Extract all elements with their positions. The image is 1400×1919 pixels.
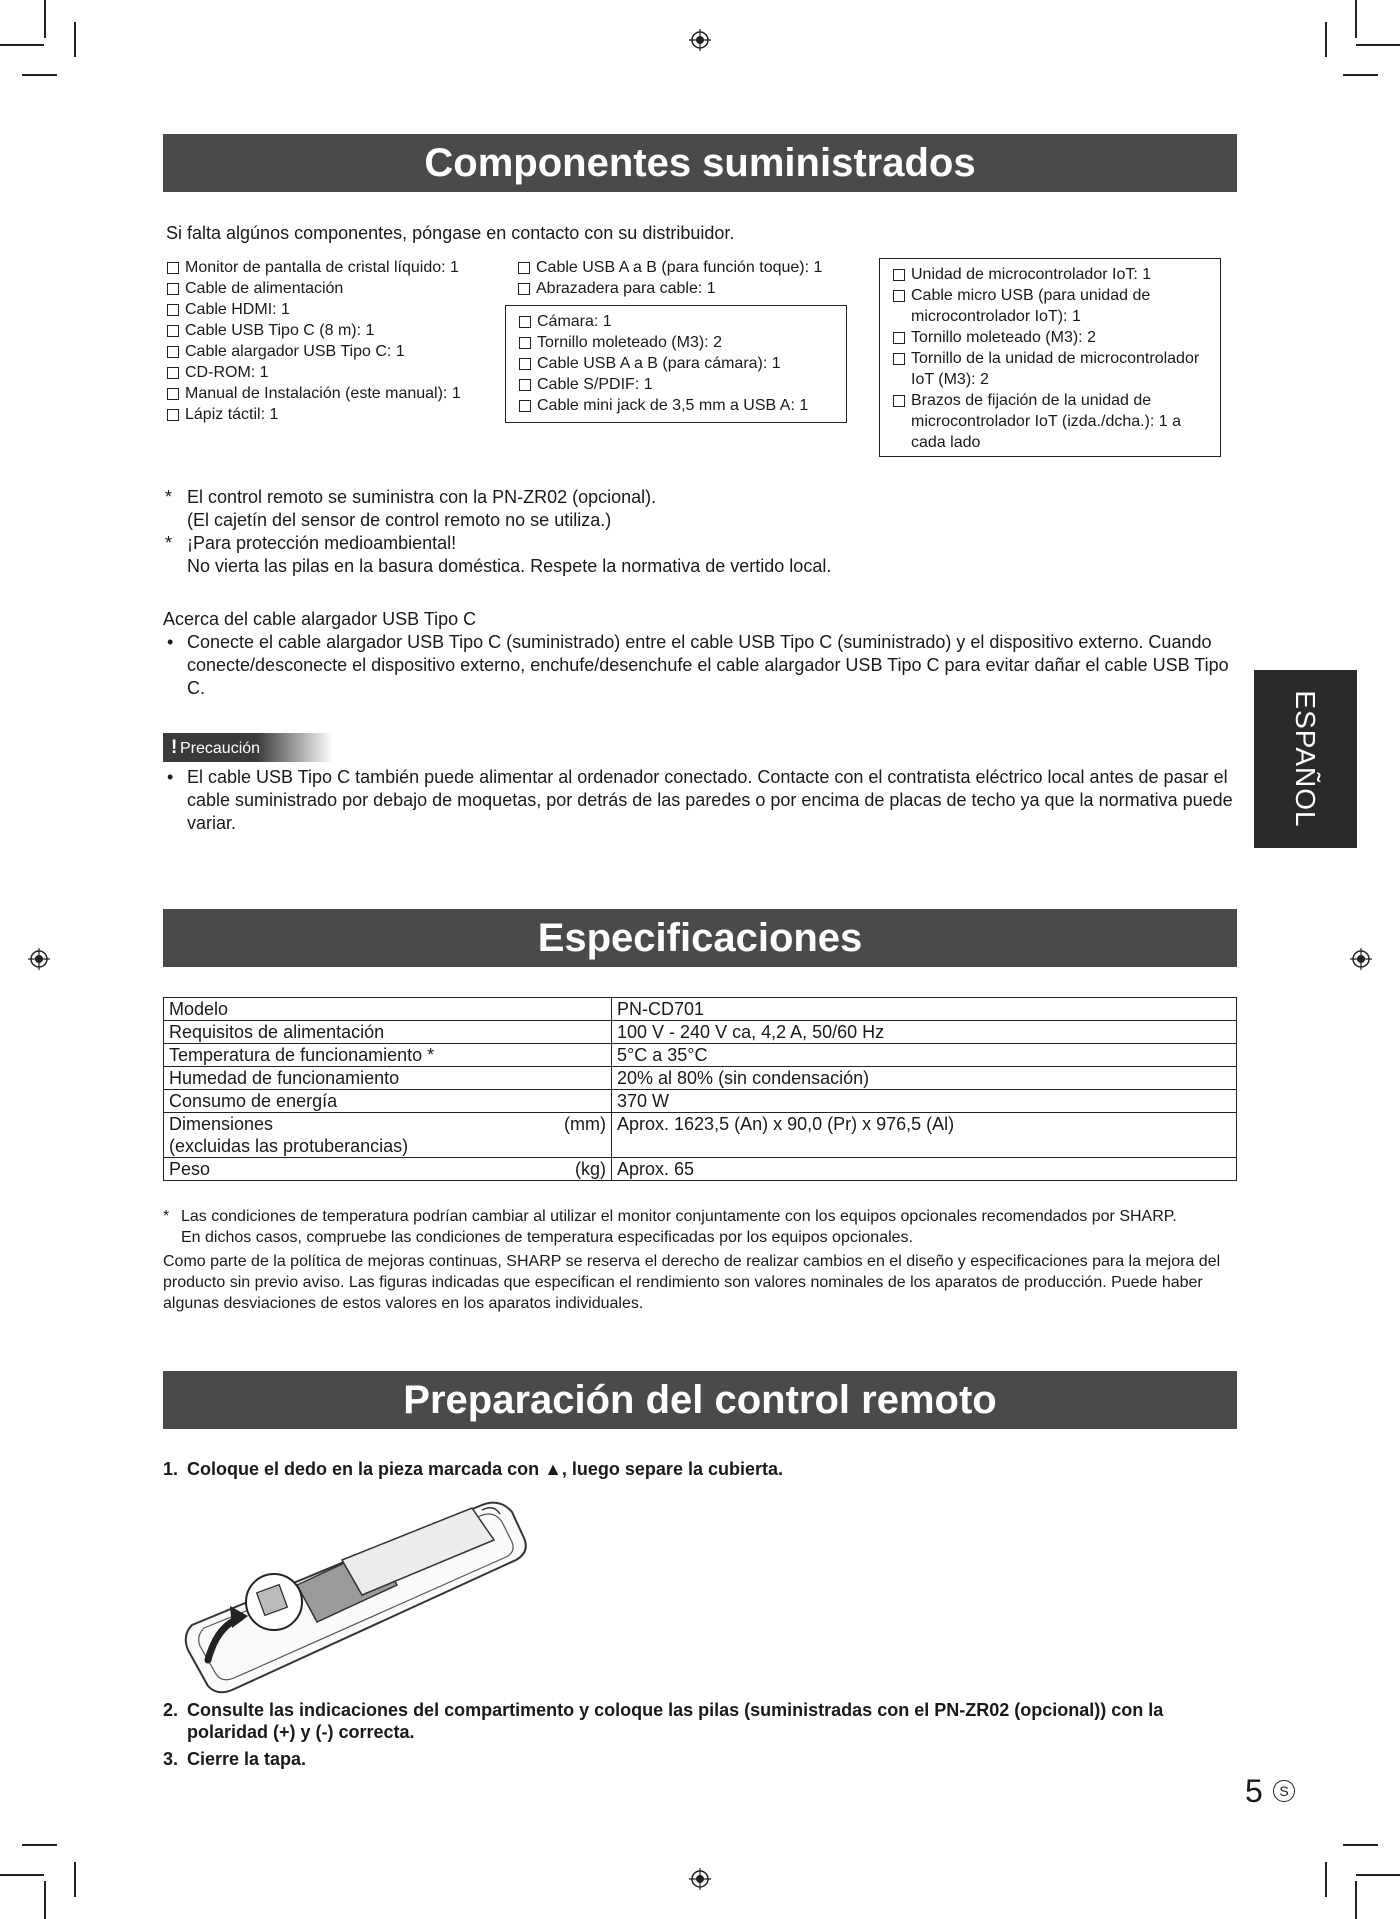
components-list-2 xyxy=(517,257,857,299)
component-item: Cable alargador USB Tipo C: 1 xyxy=(166,341,486,362)
usb-extension-bullet: • Conecte el cable alargador USB Tipo C (suministrado) entre el cable USB Tipo C (suministrado) y el dispositivo externo. Cuando conecte/desconecte el dispositivo externo, enchufe/desenchufe el cable alargador USB Tipo C para evitar dañar el cable USB Tipo C. xyxy=(167,632,1229,698)
crop-mark xyxy=(74,1862,76,1897)
section-title-specifications: Especificaciones xyxy=(163,909,1237,967)
table-row: Modelo PN-CD701 xyxy=(164,998,1237,1021)
component-item: Cable micro USB (para unidad de microcontrolador IoT): 1 xyxy=(892,285,1217,327)
note-environment: * ¡Para protección medioambiental! No vierta las pilas en la basura doméstica. Respete la normativa de vertido local. xyxy=(165,533,832,576)
crop-mark xyxy=(1325,1862,1327,1897)
iot-components-box xyxy=(879,258,1221,457)
table-row: Humedad de funcionamiento 20% al 80% (sin condensación) xyxy=(164,1067,1237,1090)
note-remote: * El control remoto se suministra con la PN-ZR02 (opcional). (El cajetín del sensor de control remoto no se utiliza.) xyxy=(165,487,657,530)
table-row: Requisitos de alimentación 100 V - 240 V ca, 4,2 A, 50/60 Hz xyxy=(164,1021,1237,1044)
component-item: Cable S/PDIF: 1 xyxy=(518,374,843,395)
crop-mark xyxy=(1325,22,1327,57)
remote-step-1: 1. Coloque el dedo en la pieza marcada con ▲, luego separe la cubierta. xyxy=(163,1459,783,1479)
component-item: Tornillo moleteado (M3): 2 xyxy=(892,327,1217,348)
usb-extension-heading: Acerca del cable alargador USB Tipo C xyxy=(163,609,477,629)
caution-section xyxy=(163,766,1238,835)
caution-label: ! Precaución xyxy=(163,733,333,762)
remote-step-3: 3. Cierre la tapa. xyxy=(163,1749,307,1769)
component-item: Lápiz táctil: 1 xyxy=(166,404,486,425)
crop-mark xyxy=(1343,1844,1378,1846)
component-item: Unidad de microcontrolador IoT: 1 xyxy=(892,264,1217,285)
component-item: CD-ROM: 1 xyxy=(166,362,486,383)
component-item: Tornillo de la unidad de microcontrolador IoT (M3): 2 xyxy=(892,348,1217,390)
remote-step-2: 2. Consulte las indicaciones del compartimento y coloque las pilas (suministradas con el PN-ZR02 (opcional)) con la polaridad (+) y (-) correcta. xyxy=(163,1700,1164,1742)
remote-cover-illustration xyxy=(182,1490,532,1700)
components-intro: Si falta algúnos componentes, póngase en contacto con su distribuidor. xyxy=(166,223,735,243)
component-item: Cámara: 1 xyxy=(518,311,843,332)
crop-mark xyxy=(74,22,76,57)
component-item: Cable de alimentación xyxy=(166,278,486,299)
crop-mark xyxy=(22,74,57,76)
table-row: (mm) Dimensiones (excluidas las protuberancias) Aprox. 1623,5 (An) x 90,0 (Pr) x 976,5 (Al) xyxy=(164,1113,1237,1158)
crop-mark xyxy=(1343,74,1378,76)
components-list-1 xyxy=(166,257,486,425)
component-item: Manual de Instalación (este manual): 1 xyxy=(166,383,486,404)
table-row: Temperatura de funcionamiento * 5°C a 35°C xyxy=(164,1044,1237,1067)
crop-mark xyxy=(44,1881,46,1919)
specifications-table xyxy=(163,997,1237,1181)
component-item: Cable USB A a B (para función toque): 1 xyxy=(517,257,857,278)
component-item: Abrazadera para cable: 1 xyxy=(517,278,857,299)
registration-mark-icon xyxy=(689,29,711,51)
component-item: Cable USB A a B (para cámara): 1 xyxy=(518,353,843,374)
component-item: Cable mini jack de 3,5 mm a USB A: 1 xyxy=(518,395,843,416)
page-language-mark: S xyxy=(1273,1780,1295,1802)
registration-mark-icon xyxy=(28,948,50,970)
component-item: Cable USB Tipo C (8 m): 1 xyxy=(166,320,486,341)
remote-steps-2-3 xyxy=(163,1699,1238,1770)
crop-mark xyxy=(1355,0,1357,38)
page-number: 5 xyxy=(1245,1773,1263,1809)
section-title-remote: Preparación del control remoto xyxy=(163,1371,1237,1429)
crop-mark xyxy=(0,1874,44,1876)
crop-mark xyxy=(1356,1874,1400,1876)
registration-mark-icon xyxy=(1350,948,1372,970)
registration-mark-icon xyxy=(689,1868,711,1890)
caution-icon: ! xyxy=(171,737,178,758)
usb-extension-section xyxy=(163,608,1238,700)
crop-mark xyxy=(0,44,44,46)
components-notes xyxy=(163,486,1213,578)
caution-bullet: • El cable USB Tipo C también puede alimentar al ordenador conectado. Contacte con el contratista eléctrico local antes de pasar el cable suministrado por debajo de moquetas, por detrás de las paredes o por encima de placas de techo ya que la normativa puede variar. xyxy=(167,767,1233,833)
component-item: Brazos de fijación de la unidad de microcontrolador IoT (izda./dcha.): 1 a cada lado xyxy=(892,390,1217,453)
specs-policy: Como parte de la política de mejoras continuas, SHARP se reserva el derecho de realizar cambios en el diseño y especificaciones para la mejora del producto sin previo aviso. Las figuras indicadas que especifican el rendimiento son valores nominales de los aparatos de producción. Puede haber algunas desviaciones de estos valores en los aparatos individuales. xyxy=(163,1253,1221,1312)
component-item: Cable HDMI: 1 xyxy=(166,299,486,320)
table-row: Consumo de energía 370 W xyxy=(164,1090,1237,1113)
crop-mark xyxy=(1355,1881,1357,1919)
crop-mark xyxy=(22,1844,57,1846)
table-row: (kg) Peso Aprox. 65 xyxy=(164,1158,1237,1181)
crop-mark xyxy=(1356,44,1400,46)
component-item: Monitor de pantalla de cristal líquido: 1 xyxy=(166,257,486,278)
language-side-tab: ESPAÑOL xyxy=(1254,670,1357,848)
specs-footnote: * Las condiciones de temperatura podrían cambiar al utilizar el monitor conjuntamente con los equipos opcionales recomendados por SHARP. En dichos casos, compruebe las condiciones de temperatura especificadas por los equipos opcionales. xyxy=(163,1208,1177,1246)
component-item: Tornillo moleteado (M3): 2 xyxy=(518,332,843,353)
camera-components-box xyxy=(505,305,847,423)
section-title-components: Componentes suministrados xyxy=(163,134,1237,192)
crop-mark xyxy=(44,0,46,38)
